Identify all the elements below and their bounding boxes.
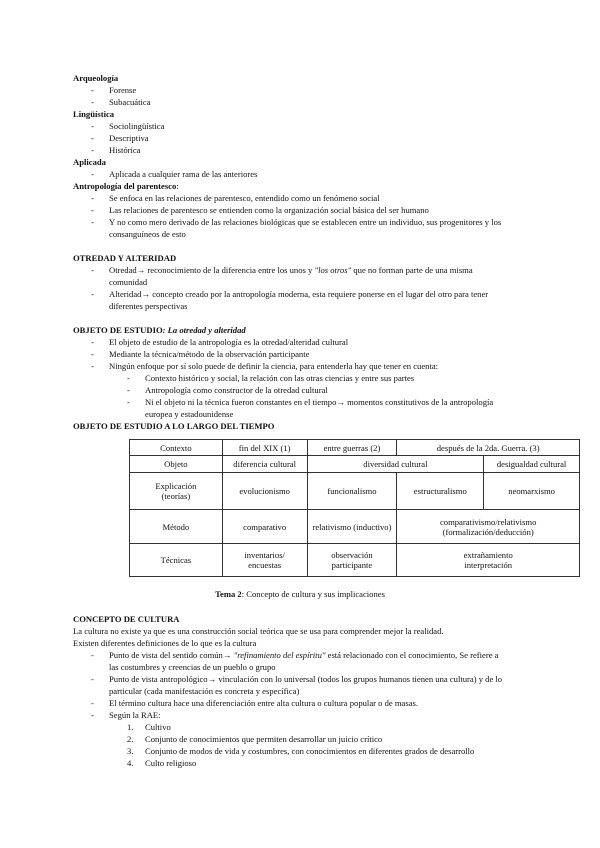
- table-cell: Objeto: [130, 456, 223, 473]
- list-item-alteridad: Alteridad→ concepto creado por la antropología moderna, esta requiere ponerse en el lugar del otro para tener: [109, 289, 489, 299]
- bullet: -: [91, 169, 94, 179]
- list-item-continuation: particular (cada manifestación es concreta y específica): [109, 686, 300, 696]
- bullet: -: [91, 265, 94, 275]
- tema-rest: : Concepto de cultura y sus implicaciones: [241, 589, 385, 599]
- table-cell: neomarxismo: [484, 473, 580, 510]
- list-item: Según la RAE:: [109, 710, 161, 720]
- list-item: Y no como mero derivado de las relaciones biológicas que se establecen entre un individuo, sus progenitores y los: [109, 217, 502, 227]
- table-cell: desigualdad cultural: [484, 456, 580, 473]
- table-row: [130, 544, 580, 577]
- bullet: -: [91, 674, 94, 684]
- list-item-continuation: consanguíneos de esto: [109, 229, 186, 239]
- table-cell: [130, 473, 223, 510]
- list-item: Mediante la técnica/método de la observación participante: [109, 349, 310, 359]
- numbered-item: Conjunto de conocimientos que permiten desarrollar un juicio crítico: [145, 734, 383, 744]
- list-item-sentido-comun: [109, 650, 498, 660]
- list-item-continuation: comunidad: [109, 277, 148, 287]
- section-heading-aplicada: Aplicada: [73, 157, 106, 167]
- list-item: Forense: [109, 85, 137, 95]
- cell-line: interpretación: [464, 560, 513, 570]
- table-row: [130, 440, 580, 456]
- bullet: -: [91, 217, 94, 227]
- objeto-heading-b: : La otredad y alteridad: [162, 325, 246, 335]
- table-cell: después de la 2da. Guerra. (3): [397, 440, 580, 456]
- table-cell: [397, 544, 580, 577]
- quote: "refinamiento del espíritu": [233, 650, 326, 660]
- list-item: Punto de vista antropológico→ vinculación con lo universal (todos los grupos humanos tienen una cultura) y de lo: [109, 674, 503, 684]
- bullet: -: [91, 97, 94, 107]
- list-item: Aplicada a cualquier rama de las anteriores: [109, 169, 258, 179]
- cell-line: Explicación: [155, 481, 197, 491]
- list-item-continuation: las costumbres y creencias de un pueblo o grupo: [109, 662, 276, 672]
- cell-line: (formalización/deducción): [442, 526, 534, 537]
- heading-text: Antropología del parentesco: [73, 181, 177, 191]
- section-heading-linguistica: Lingüística: [73, 109, 115, 119]
- sub-bullet: -: [127, 385, 130, 395]
- bullet: -: [91, 85, 94, 95]
- bullet: -: [91, 710, 94, 720]
- text-a: Punto de vista del sentido común→: [109, 650, 234, 660]
- bullet: -: [91, 289, 94, 299]
- tema-title: [0, 589, 600, 599]
- objeto-estudio-table: [129, 439, 580, 577]
- table-cell: fin del XIX (1): [222, 440, 307, 456]
- section-heading-objeto: [73, 325, 246, 335]
- bullet: -: [91, 205, 94, 215]
- sub-list-item: Contexto histórico y social, la relación con las otras ciencias y entre sus partes: [145, 373, 415, 383]
- cell-line: comparativismo/relativismo: [439, 516, 537, 527]
- cell-line: observación: [331, 550, 373, 560]
- section-heading-cultura: CONCEPTO DE CULTURA: [73, 614, 180, 624]
- table-row: [130, 473, 580, 510]
- section-heading-otredad: OTREDAD Y ALTERIDAD: [73, 253, 177, 263]
- cell-line: (teorías): [161, 491, 191, 501]
- sub-list-item: Ni el objeto ni la técnica fueron constantes en el tiempo→ momentos constitutivos de la antropología: [145, 397, 494, 407]
- table-cell: funcionalismo: [307, 473, 397, 510]
- table-cell: [397, 510, 580, 544]
- list-item: Descriptiva: [109, 133, 149, 143]
- list-item: El objeto de estudio de la antropología es la otredad/alteridad cultural: [109, 337, 349, 347]
- list-item: Ningún enfoque por sí solo puede de definir la ciencia, para entenderla hay que tener en cuenta:: [109, 361, 439, 371]
- table-cell: diversidad cultural: [307, 456, 484, 473]
- tema-label: Tema 2: [215, 589, 242, 599]
- table-cell: [307, 544, 397, 577]
- table-cell: estructuralismo: [397, 473, 484, 510]
- list-item-continuation: diferentes perspectivas: [109, 301, 188, 311]
- bullet: -: [91, 349, 94, 359]
- section-heading-parentesco: [73, 181, 179, 191]
- otredad-text-b: que no forman parte de una misma: [351, 265, 473, 275]
- table-cell: comparativo: [222, 510, 307, 544]
- list-item: Sociolingüística: [109, 121, 165, 131]
- bullet: -: [91, 193, 94, 203]
- sub-bullet: -: [127, 373, 130, 383]
- paragraph: La cultura no existe ya que es una construcción social teórica que se usa para comprender mejor la realidad.: [73, 626, 444, 636]
- objeto-heading-a: OBJETO DE ESTUDIO: [73, 325, 163, 335]
- list-item: Histórica: [109, 145, 141, 155]
- otredad-text-a: Otredad→ reconocimiento de la diferencia entre los unos y: [109, 265, 315, 275]
- list-item: Se enfoca en las relaciones de parentesco, entendido como un fenómeno social: [109, 193, 380, 203]
- numbered-marker: 2.: [127, 734, 134, 744]
- list-item: Subacuática: [109, 97, 151, 107]
- bullet: -: [91, 121, 94, 131]
- otredad-quote: "los otros": [314, 265, 352, 275]
- numbered-marker: 1.: [127, 722, 134, 732]
- numbered-item: Culto religioso: [145, 758, 197, 768]
- cell-line: extrañamiento: [463, 550, 513, 560]
- table-cell: diferencia cultural: [222, 456, 307, 473]
- sub-bullet: -: [127, 397, 130, 407]
- sub-list-item-continuation: europea y estadounidense: [145, 409, 234, 419]
- numbered-item: Conjunto de modos de vida y costumbres, con conocimientos en diferentes grados de desarrollo: [145, 746, 475, 756]
- list-item: El término cultura hace una diferenciación entre alta cultura o cultura popular o de masas.: [109, 698, 419, 708]
- table-cell: Técnicas: [130, 544, 223, 577]
- table-cell: [222, 544, 307, 577]
- bullet: -: [91, 337, 94, 347]
- numbered-marker: 4.: [127, 758, 134, 768]
- table-row: [130, 456, 580, 473]
- bullet: -: [91, 145, 94, 155]
- heading-suffix: :: [176, 181, 179, 191]
- bullet: -: [91, 361, 94, 371]
- sub-list-item: Antropología como constructor de la otredad cultural: [145, 385, 328, 395]
- bullet: -: [91, 133, 94, 143]
- table-cell: Contexto: [130, 440, 223, 456]
- paragraph: Existen diferentes definiciones de lo que es la cultura: [73, 638, 257, 648]
- cell-line: encuestas: [248, 560, 282, 570]
- numbered-marker: 3.: [127, 746, 134, 756]
- cell-line: inventarios/: [244, 550, 285, 560]
- list-item: Las relaciones de parentesco se entienden como la organización social básica del ser humano: [109, 205, 429, 215]
- table-cell: entre guerras (2): [307, 440, 397, 456]
- table-cell: evolucionismo: [222, 473, 307, 510]
- table-cell: relativismo (inductivo): [307, 510, 397, 544]
- list-item-otredad: [109, 265, 473, 275]
- section-heading-arqueologia: Arqueología: [73, 73, 119, 83]
- cell-line: participante: [331, 560, 373, 570]
- text-b: está relacionado con el conocimiento, Se refiere a: [325, 650, 499, 660]
- table-row: [130, 510, 580, 544]
- table-cell: Método: [130, 510, 223, 544]
- bullet: -: [91, 650, 94, 660]
- numbered-item: Cultivo: [145, 722, 171, 732]
- section-heading-tiempo: OBJETO DE ESTUDIO A LO LARGO DEL TIEMPO: [73, 421, 275, 431]
- bullet: -: [91, 698, 94, 708]
